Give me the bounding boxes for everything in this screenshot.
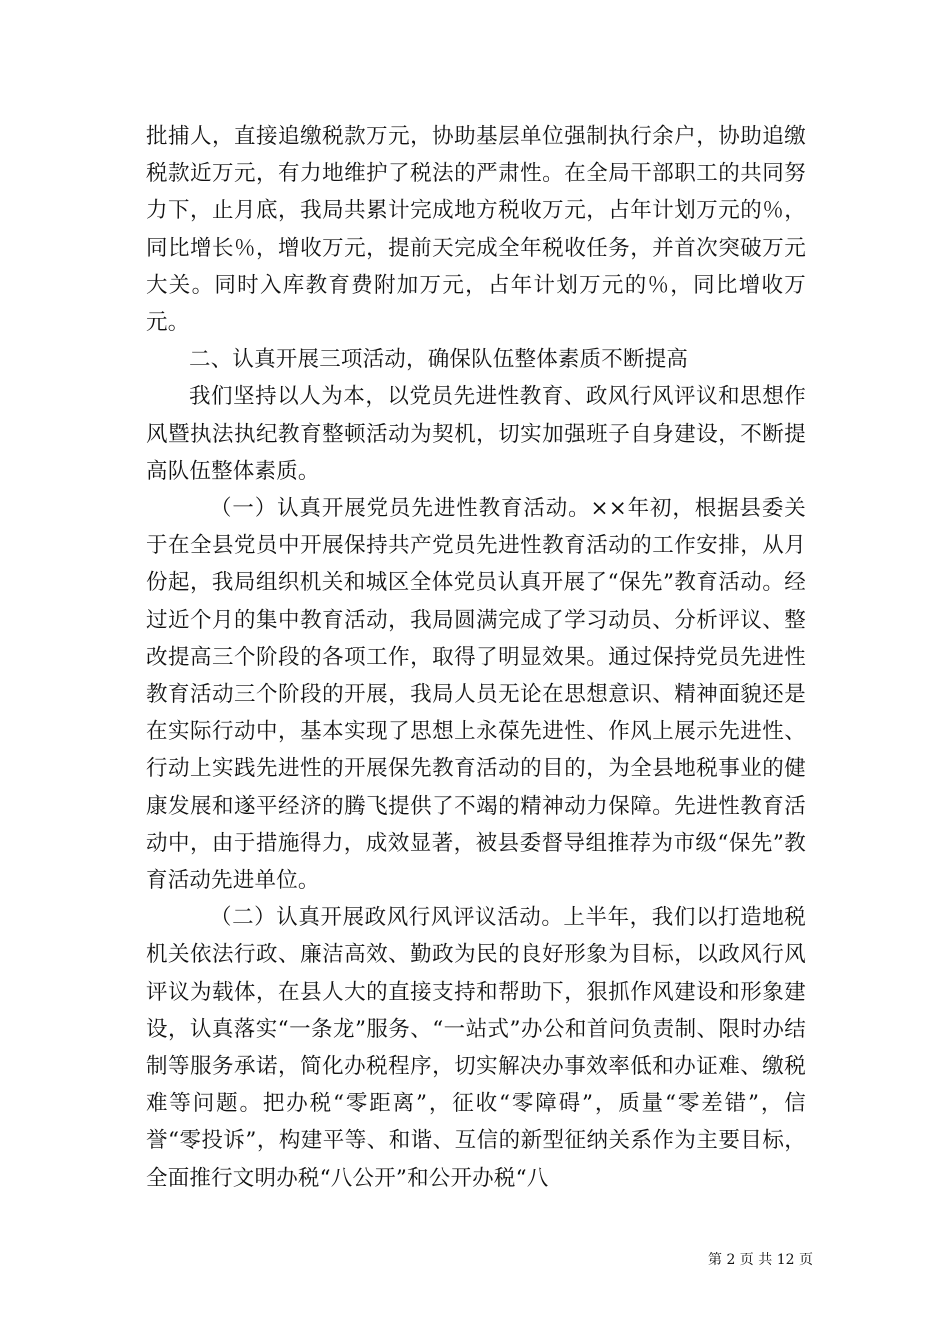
paragraph-continued: 批捕人，直接追缴税款万元，协助基层单位强制执行余户，协助追缴税款近万元，有力地维护了税法的严肃性。在全局干部职工的共同努力下，止月底，我局共累计完成地方税收万元，占年计划万元的％，同比增长％，增收万元，提前天完成全年税收任务，并首次突破万元大关。同时入库教育费附加万元，占年计划万元的％，同比增收万元。 [146,124,806,336]
document-body [146,118,806,1197]
page-number-footer: 第 2 页 共 12 页 [708,1252,813,1268]
paragraph-intro: 我们坚持以人为本，以党员先进性教育、政风行风评议和思想作风暨执法执纪教育整顿活动为契机，切实加强班子自身建设，不断提高队伍整体素质。 [146,384,806,484]
paragraph-item-2: （二）认真开展政风行风评议活动。上半年，我们以打造地税机关依法行政、廉洁高效、勤政为民的良好形象为目标，以政风行风评议为载体，在县人大的直接支持和帮助下，狠抓作风建设和形象建设，认真落实“一条龙”服务、“一站式”办公和首问负责制、限时办结制等服务承诺，简化办税程序，切实解决办事效率低和办证难、缴税难等问题。把办税“零距离”，征收“零障碍”，质量“零差错”，信誉“零投诉”，构建平等、和谐、互信的新型征纳关系作为主要目标，全面推行文明办税“八公开”和公开办税“八 [146,905,806,1191]
section-heading: 二、认真开展三项活动，确保队伍整体素质不断提高 [189,347,689,373]
paragraph-item-1: （一）认真开展党员先进性教育活动。××年初，根据县委关于在全县党员中开展保持共产党员先进性教育活动的工作安排，从月份起，我局组织机关和城区全体党员认真开展了“保先”教育活动。经过近个月的集中教育活动，我局圆满完成了学习动员、分析评议、整改提高三个阶段的各项工作，取得了明显效果。通过保持党员先进性教育活动三个阶段的开展，我局人员无论在思想意识、精神面貌还是在实际行动中，基本实现了思想上永葆先进性、作风上展示先进性、行动上实践先进性的开展保先教育活动的目的，为全县地税事业的健康发展和遂平经济的腾飞提供了不竭的精神动力保障。先进性教育活动中，由于措施得力，成效显著，被县委督导组推荐为市级“保先”教育活动先进单位。 [146,496,806,894]
